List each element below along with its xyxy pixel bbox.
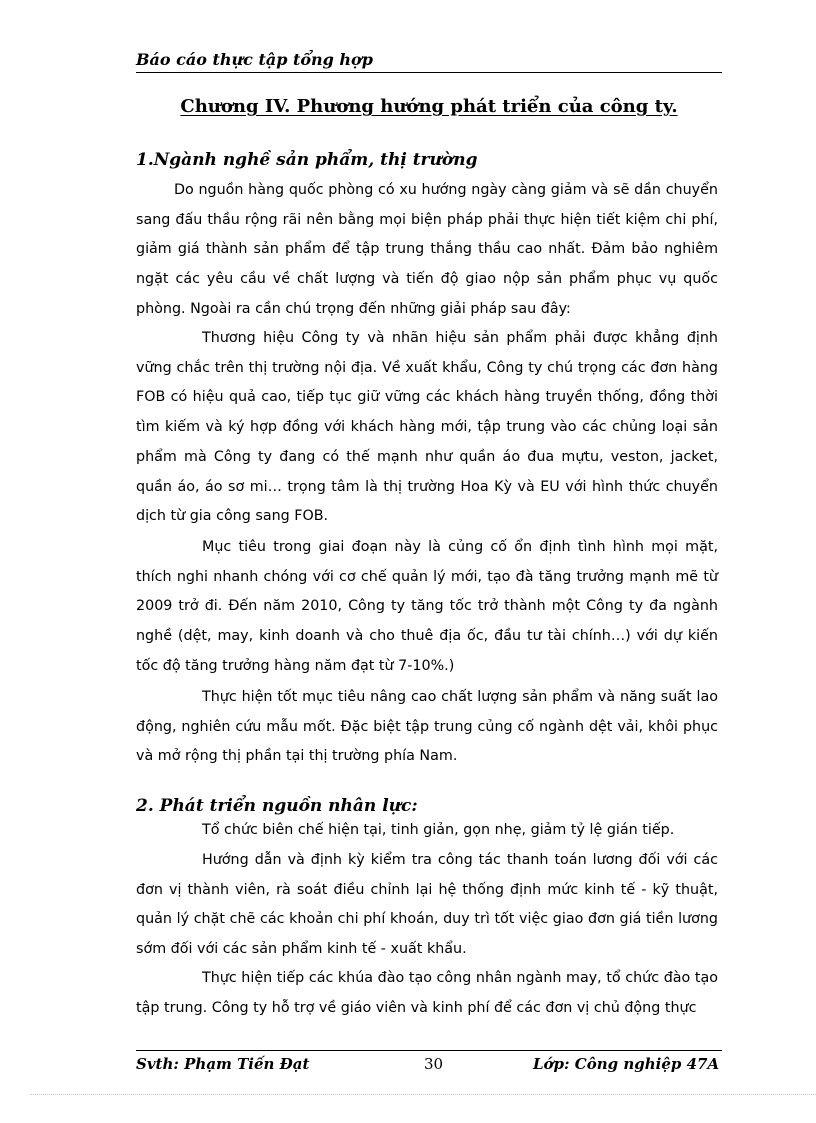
chapter-title (136, 94, 722, 120)
chapter-title-text: Chương IV. Phương hướng phát triển của công ty. (180, 96, 678, 117)
paragraph: Thực hiện tốt mục tiêu nâng cao chất lượng sản phẩm và năng suất lao động, nghiên cứu mẫu mốt. Đặc biệt tập trung củng cố ngành dệt vải, khôi phục và mở rộng thị phần tại thị trường phía Nam. (136, 689, 718, 765)
paragraph: Tổ chức biên chế hiện tại, tinh giản, gọn nhẹ, giảm tỷ lệ gián tiếp. (202, 822, 675, 838)
section-heading-2: 2. Phát triển nguồn nhân lực: (136, 796, 418, 816)
footer-rule (136, 1050, 722, 1051)
footer-class: Lớp: Công nghiệp 47A (533, 1055, 720, 1073)
page-number: 30 (424, 1055, 444, 1073)
footer-author: Svth: Phạm Tiến Đạt (136, 1055, 310, 1073)
section-heading-1: 1.Ngành nghề sản phẩm, thị trường (136, 150, 478, 170)
paragraph: Thực hiện tiếp các khúa đào tạo công nhân ngành may, tổ chức đào tạo tập trung. Công ty hỗ trợ về giáo viên và kinh phí để các đơn vị chủ động thực (136, 970, 718, 1016)
paragraph: Do nguồn hàng quốc phòng có xu hướng ngày càng giảm và sẽ dần chuyển sang đấu thầu rộng rãi nên bằng mọi biện pháp phải thực hiện tiết kiệm chi phí, giảm giá thành sản phẩm để tập trung thắng thầu cao nhất. Đảm bảo nghiêm ngặt các yêu cầu về chất lượng và tiến độ giao nộp sản phẩm phục vụ quốc phòng. Ngoài ra cần chú trọng đến những giải pháp sau đây: (136, 182, 718, 317)
paragraph: Hướng dẫn và định kỳ kiểm tra công tác thanh toán lương đối với các đơn vị thành viên, rà soát điều chỉnh lại hệ thống định mức kinh tế - kỹ thuật, quản lý chặt chẽ các khoản chi phí khoán, duy trì tốt việc giao đơn giá tiền lương sớm đối với các sản phẩm kinh tế - xuất khẩu. (136, 852, 718, 958)
running-header (136, 50, 722, 73)
paragraph: Mục tiêu trong giai đoạn này là củng cố ổn định tình hình mọi mặt, thích nghi nhanh chóng với cơ chế quản lý mới, tạo đà tăng trưởng mạnh mẽ từ 2009 trở đi. Đến năm 2010, Công ty tăng tốc trở thành một Công ty đa ngành nghề (dệt, may, kinh doanh và cho thuê địa ốc, đầu tư tài chính…) với dự kiến tốc độ tăng trưởng hàng năm đạt từ 7-10%.) (136, 539, 718, 674)
header-title: Báo cáo thực tập tổng hợp (136, 50, 373, 69)
paragraph: Thương hiệu Công ty và nhãn hiệu sản phẩm phải được khẳng định vững chắc trên thị trường nội địa. Về xuất khẩu, Công ty chú trọng các đơn hàng FOB có hiệu quả cao, tiếp tục giữ vững các khách hàng truyền thống, đồng thời tìm kiếm và ký hợp đồng với khách hàng mới, tập trung vào các chủng loại sản phẩm mà Công ty đang có thế mạnh như quần áo đua mựtu, veston, jacket, quần áo, áo sơ mi… trọng tâm là thị trường Hoa Kỳ và EU với hình thức chuyển dịch từ gia công sang FOB. (136, 330, 718, 525)
page-edge-divider (30, 1094, 816, 1095)
